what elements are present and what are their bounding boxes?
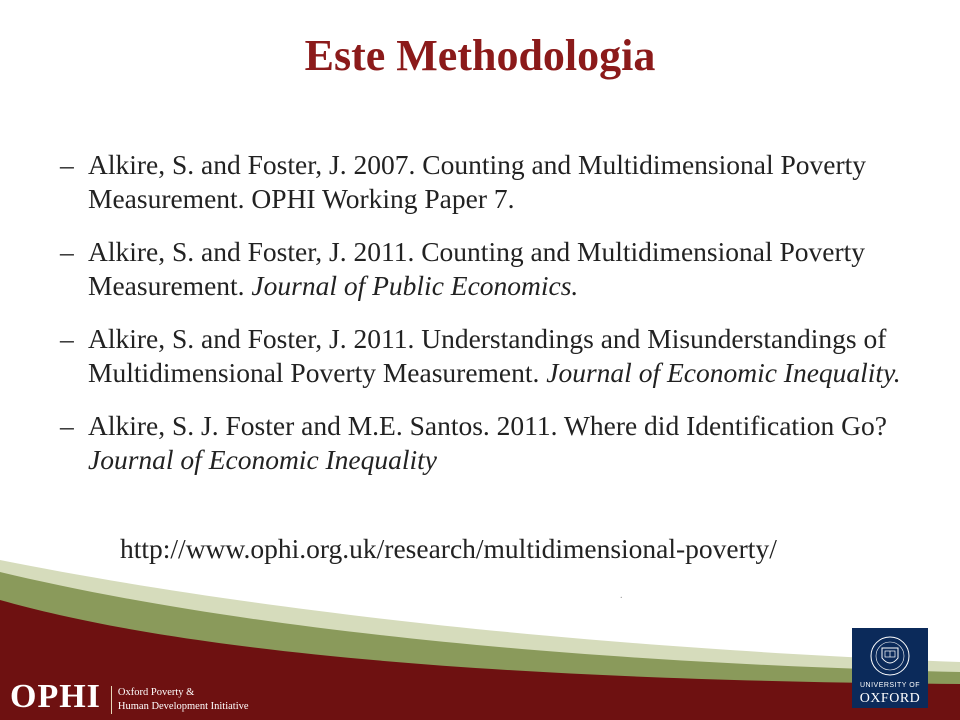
ophi-subtitle-line2: Human Development Initiative: [117, 701, 249, 712]
slide-title: Este Methodologia: [304, 31, 656, 80]
reference-item: [60, 148, 950, 216]
oxford-crest-icon: [870, 634, 910, 678]
reference-text: Alkire, S. and Foster, J. 2007. Counting and Multidimensional Poverty Measurement. OPHI Working Paper 7.: [88, 149, 867, 214]
reference-text: Alkire, S. and Foster, J. 2011. Understandings and Misunderstandings of Multidimensional Poverty Measurement.: [88, 323, 887, 388]
dash-bullet: –: [60, 410, 74, 441]
reference-text: Alkire, S. J. Foster and M.E. Santos. 2011. Where did Identification Go?: [88, 410, 887, 441]
ophi-wordmark: OPHI: [10, 678, 101, 715]
reference-list: [60, 148, 950, 496]
oxford-logo: [852, 628, 928, 708]
oxford-big-text: OXFORD: [859, 691, 921, 706]
reference-url[interactable]: http://www.ophi.org.uk/research/multidimensional-poverty/: [120, 533, 777, 564]
reference-journal: Journal of Economic Inequality: [88, 444, 438, 475]
dash-bullet: –: [60, 323, 74, 354]
dash-bullet: –: [60, 236, 74, 267]
reference-item: [60, 322, 950, 390]
oxford-small-text: UNIVERSITY OF: [859, 682, 921, 689]
reference-text: Alkire, S. and Foster, J. 2011. Counting and Multidimensional Poverty Measurement.: [88, 236, 866, 301]
stray-dot: .: [620, 590, 623, 601]
reference-journal: Journal of Economic Inequality.: [546, 357, 901, 388]
ophi-subtitle-line1: Oxford Poverty &: [117, 687, 195, 698]
reference-item: [60, 235, 950, 303]
reference-journal: Journal of Public Economics.: [251, 270, 579, 301]
dash-bullet: –: [60, 149, 74, 180]
ophi-logo: [10, 680, 249, 714]
reference-item: [60, 409, 950, 477]
ophi-subtitle: [111, 686, 249, 714]
